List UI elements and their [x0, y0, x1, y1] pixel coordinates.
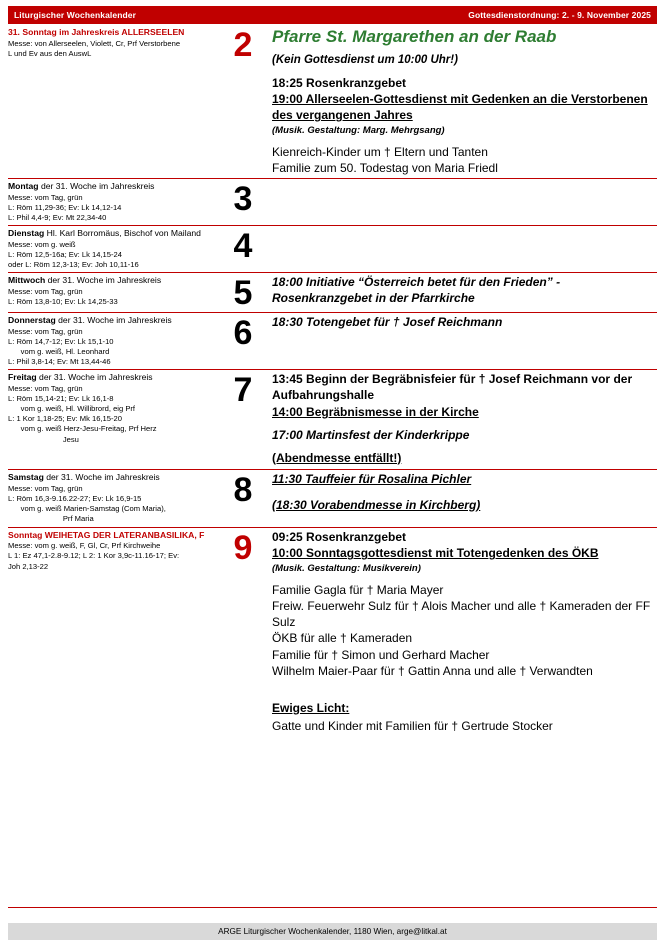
- day-number: 2: [233, 26, 253, 64]
- intention-item: Kienreich-Kinder um † Eltern und Tanten: [272, 145, 488, 160]
- eternal-light-block: [272, 701, 657, 734]
- liturgy-line: L: Phil 3,8-14; Ev: Mt 13,44-46: [8, 357, 111, 367]
- liturgy-line: Messe: vom Tag, grün: [8, 286, 83, 296]
- events-column: [266, 372, 657, 467]
- liturgy-line: L: Röm 14,7-12; Ev: Lk 15,1-10: [8, 337, 114, 347]
- day-number: 4: [233, 227, 253, 266]
- liturgy-line: oder L: Röm 12,3-13; Ev: Joh 10,11-16: [8, 260, 139, 270]
- header-title: Liturgischer Wochenkalender: [14, 10, 137, 20]
- liturgy-line: L: Röm 16,3-9.16.22-27; Ev: Lk 16,9-15: [8, 494, 142, 504]
- liturgy-column: [8, 275, 220, 310]
- event-item: 13:45 Beginn der Begräbnisfeier für † Josef Reichmann vor der Aufbahrungshalle: [272, 372, 633, 403]
- liturgy-line: Messe: vom Tag, grün: [8, 326, 83, 336]
- eternal-light-text: Gatte und Kinder mit Familien für † Gertrude Stocker: [272, 718, 553, 733]
- events-column: [266, 530, 657, 734]
- event-item: [272, 405, 657, 421]
- event-item: 09:25 Rosenkranzgebet: [272, 529, 407, 544]
- event-underlined-text: 19:00 Allerseelen-Gottesdienst mit Gedenken an die Verstorbenen des vergangenen Jahres: [272, 92, 648, 123]
- liturgy-title: [8, 530, 216, 541]
- liturgy-details: [8, 327, 216, 367]
- liturgy-line: Jesu: [8, 434, 79, 444]
- day-number-column: [220, 228, 266, 270]
- liturgy-line: Messe: von Allerseelen, Violett, Cr, Prf Verstorbene: [8, 38, 181, 48]
- day-number: 6: [233, 314, 253, 353]
- event-item: [272, 451, 657, 467]
- liturgy-column: [8, 472, 220, 524]
- day-list: [8, 24, 657, 736]
- events-column: [266, 181, 657, 223]
- liturgy-title: [8, 275, 216, 286]
- liturgy-details: [8, 193, 216, 223]
- intention-item: Familie für † Simon und Gerhard Macher: [272, 647, 490, 662]
- liturgy-line: L: Röm 15,14-21; Ev: Lk 16,1-8: [8, 394, 114, 404]
- event-underlined-text: 14:00 Begräbnismesse in der Kirche: [272, 404, 479, 419]
- event-underlined-text: 10:00 Sonntagsgottesdienst mit Totengedenken des ÖKB: [272, 546, 599, 561]
- event-item: 18:00 Initiative “Österreich betet für den Frieden” - Rosenkranzgebet in der Pfarrkirche: [272, 275, 561, 306]
- liturgy-line: L und Ev aus den AuswL: [8, 48, 92, 58]
- liturgy-column: [8, 181, 220, 223]
- liturgy-line: Messe: vom g. weiß, F, Gl, Cr, Prf Kirchweihe: [8, 541, 161, 551]
- eternal-light-title-text: Ewiges Licht:: [272, 700, 350, 715]
- bottom-divider: [8, 907, 657, 908]
- liturgy-title: [8, 228, 216, 239]
- liturgy-line: L: Röm 12,5-16a; Ev: Lk 14,15-24: [8, 250, 122, 260]
- event-item: 18:30 Totengebet für † Josef Reichmann: [272, 315, 503, 330]
- liturgy-details: [8, 287, 216, 307]
- liturgy-column: [8, 228, 220, 270]
- liturgy-line: Prf Maria: [8, 514, 94, 524]
- liturgy-details: [8, 484, 216, 524]
- day-number-column: [220, 315, 266, 367]
- liturgy-details: [8, 384, 216, 445]
- events-column: [266, 472, 657, 524]
- liturgy-details: [8, 240, 216, 270]
- events-column: [266, 27, 657, 176]
- event-item: 18:25 Rosenkranzgebet: [272, 75, 407, 90]
- events-column: [266, 228, 657, 270]
- day-number-column: [220, 181, 266, 223]
- events-column: [266, 275, 657, 310]
- event-item: [272, 472, 657, 488]
- weekday-label: Donnerstag: [8, 315, 56, 326]
- weekly-calendar-page: [0, 6, 665, 950]
- intention-item: Familie zum 50. Todestag von Maria Friedl: [272, 161, 498, 176]
- day-row: [8, 24, 657, 178]
- event-item: [272, 92, 657, 124]
- event-item: 17:00 Martinsfest der Kinderkrippe: [272, 427, 470, 442]
- event-item: [272, 546, 657, 562]
- day-row: [8, 178, 657, 225]
- event-underlined-text: 11:30 Tauffeier für Rosalina Pichler: [272, 472, 472, 487]
- weekday-suffix: der 31. Woche im Jahreskreis: [36, 372, 153, 383]
- liturgy-column: [8, 530, 220, 734]
- liturgy-details: [8, 39, 216, 59]
- music-note: (Musik. Gestaltung: Marg. Mehrgsang): [272, 125, 445, 137]
- event-underlined-text: (Abendmesse entfällt!): [272, 450, 402, 465]
- day-number: 8: [233, 471, 253, 510]
- liturgy-line: Messe: vom Tag, grün: [8, 384, 83, 394]
- day-number: 9: [233, 528, 253, 567]
- day-row: [8, 225, 657, 272]
- event-item: [272, 498, 657, 514]
- liturgy-title: [8, 315, 216, 326]
- liturgy-column: [8, 315, 220, 367]
- liturgy-title: 31. Sonntag im Jahreskreis ALLERSEELEN: [8, 27, 185, 37]
- liturgy-line: L: Röm 11,29-36; Ev: Lk 14,12-14: [8, 203, 122, 213]
- day-row: [8, 312, 657, 369]
- weekday-suffix: WEIHETAG DER LATERANBASILIKA, F: [42, 529, 205, 540]
- day-number-column: [220, 372, 266, 467]
- weekday-label: Sonntag: [8, 529, 43, 540]
- weekday-suffix: der 31. Woche im Jahreskreis: [55, 315, 172, 326]
- day-number-column: [220, 27, 266, 176]
- header-bar: [8, 6, 657, 24]
- intention-item: Familie Gagla für † Maria Mayer: [272, 583, 444, 598]
- eternal-light-title: [272, 701, 657, 717]
- day-row: [8, 272, 657, 312]
- spacer: [272, 489, 657, 498]
- event-underlined-text: (18:30 Vorabendmesse in Kirchberg): [272, 498, 481, 513]
- day-number: 7: [233, 371, 253, 410]
- weekday-label: Mittwoch: [8, 275, 46, 286]
- liturgy-line: vom g. weiß, Hl. Willibrord, eig Prf: [8, 404, 136, 414]
- intention-item: ÖKB für alle † Kameraden: [272, 631, 413, 646]
- day-row: [8, 469, 657, 526]
- weekday-label: Montag: [8, 181, 39, 192]
- weekday-suffix: der 31. Woche im Jahreskreis: [45, 275, 162, 286]
- liturgy-title: [8, 372, 216, 383]
- day-number-column: [220, 472, 266, 524]
- weekday-label: Samstag: [8, 472, 44, 483]
- liturgy-line: Messe: vom g. weiß: [8, 239, 76, 249]
- liturgy-line: Messe: vom Tag, grün: [8, 484, 83, 494]
- intention-item: Freiw. Feuerwehr Sulz für † Alois Macher und alle † Kameraden der FF Sulz: [272, 599, 651, 630]
- day-number: 3: [233, 180, 253, 219]
- header-date-range: Gottesdienstordnung: 2. - 9. November 2025: [468, 10, 651, 20]
- weekday-label: Freitag: [8, 372, 37, 383]
- day-row: [8, 369, 657, 469]
- weekday-suffix: Hl. Karl Borromäus, Bischof von Mailand: [44, 228, 201, 239]
- liturgy-line: L: Röm 13,8-10; Ev: Lk 14,25-33: [8, 297, 118, 307]
- liturgy-line: vom g. weiß Marien-Samstag (Com Maria),: [8, 504, 166, 514]
- day-number-column: [220, 274, 266, 313]
- events-column: [266, 315, 657, 367]
- music-note: (Musik. Gestaltung: Musikverein): [272, 563, 421, 575]
- liturgy-line: L 1: Ez 47,1-2.8-9.12; L 2: 1 Kor 3,9c-11.16-17; Ev:: [8, 551, 180, 561]
- liturgy-line: L: 1 Kor 1,18-25; Ev: Mk 16,15-20: [8, 414, 122, 424]
- intentions-list: [272, 582, 657, 678]
- footer-bar: [8, 923, 657, 940]
- liturgy-details: [8, 541, 216, 571]
- intention-item: Wilhelm Maier-Paar für † Gattin Anna und alle † Verwandten: [272, 663, 593, 678]
- weekday-suffix: der 31. Woche im Jahreskreis: [43, 472, 160, 483]
- footer-text: ARGE Liturgischer Wochenkalender, 1180 Wien, arge@litkal.at: [218, 927, 447, 936]
- service-note: (Kein Gottesdienst um 10:00 Uhr!): [272, 53, 458, 66]
- day-number-column: [220, 530, 266, 734]
- liturgy-line: Messe: vom Tag, grün: [8, 192, 83, 202]
- liturgy-column: [8, 372, 220, 467]
- liturgy-column: [8, 27, 220, 176]
- liturgy-title: [8, 181, 216, 192]
- parish-title: Pfarre St. Margarethen an der Raab: [272, 27, 557, 46]
- liturgy-line: vom g. weiß, Hl. Leonhard: [8, 347, 110, 357]
- liturgy-line: L: Phil 4,4-9; Ev: Mt 22,34-40: [8, 213, 107, 223]
- weekday-label: Dienstag: [8, 228, 45, 239]
- liturgy-line: vom g. weiß Herz-Jesu-Freitag, Prf Herz: [8, 424, 157, 434]
- day-number: 5: [233, 274, 253, 313]
- intentions-list: [272, 144, 657, 176]
- liturgy-title: [8, 472, 216, 483]
- weekday-suffix: der 31. Woche im Jahreskreis: [38, 181, 155, 192]
- liturgy-line: Joh 2,13-22: [8, 561, 49, 571]
- day-row: [8, 527, 657, 736]
